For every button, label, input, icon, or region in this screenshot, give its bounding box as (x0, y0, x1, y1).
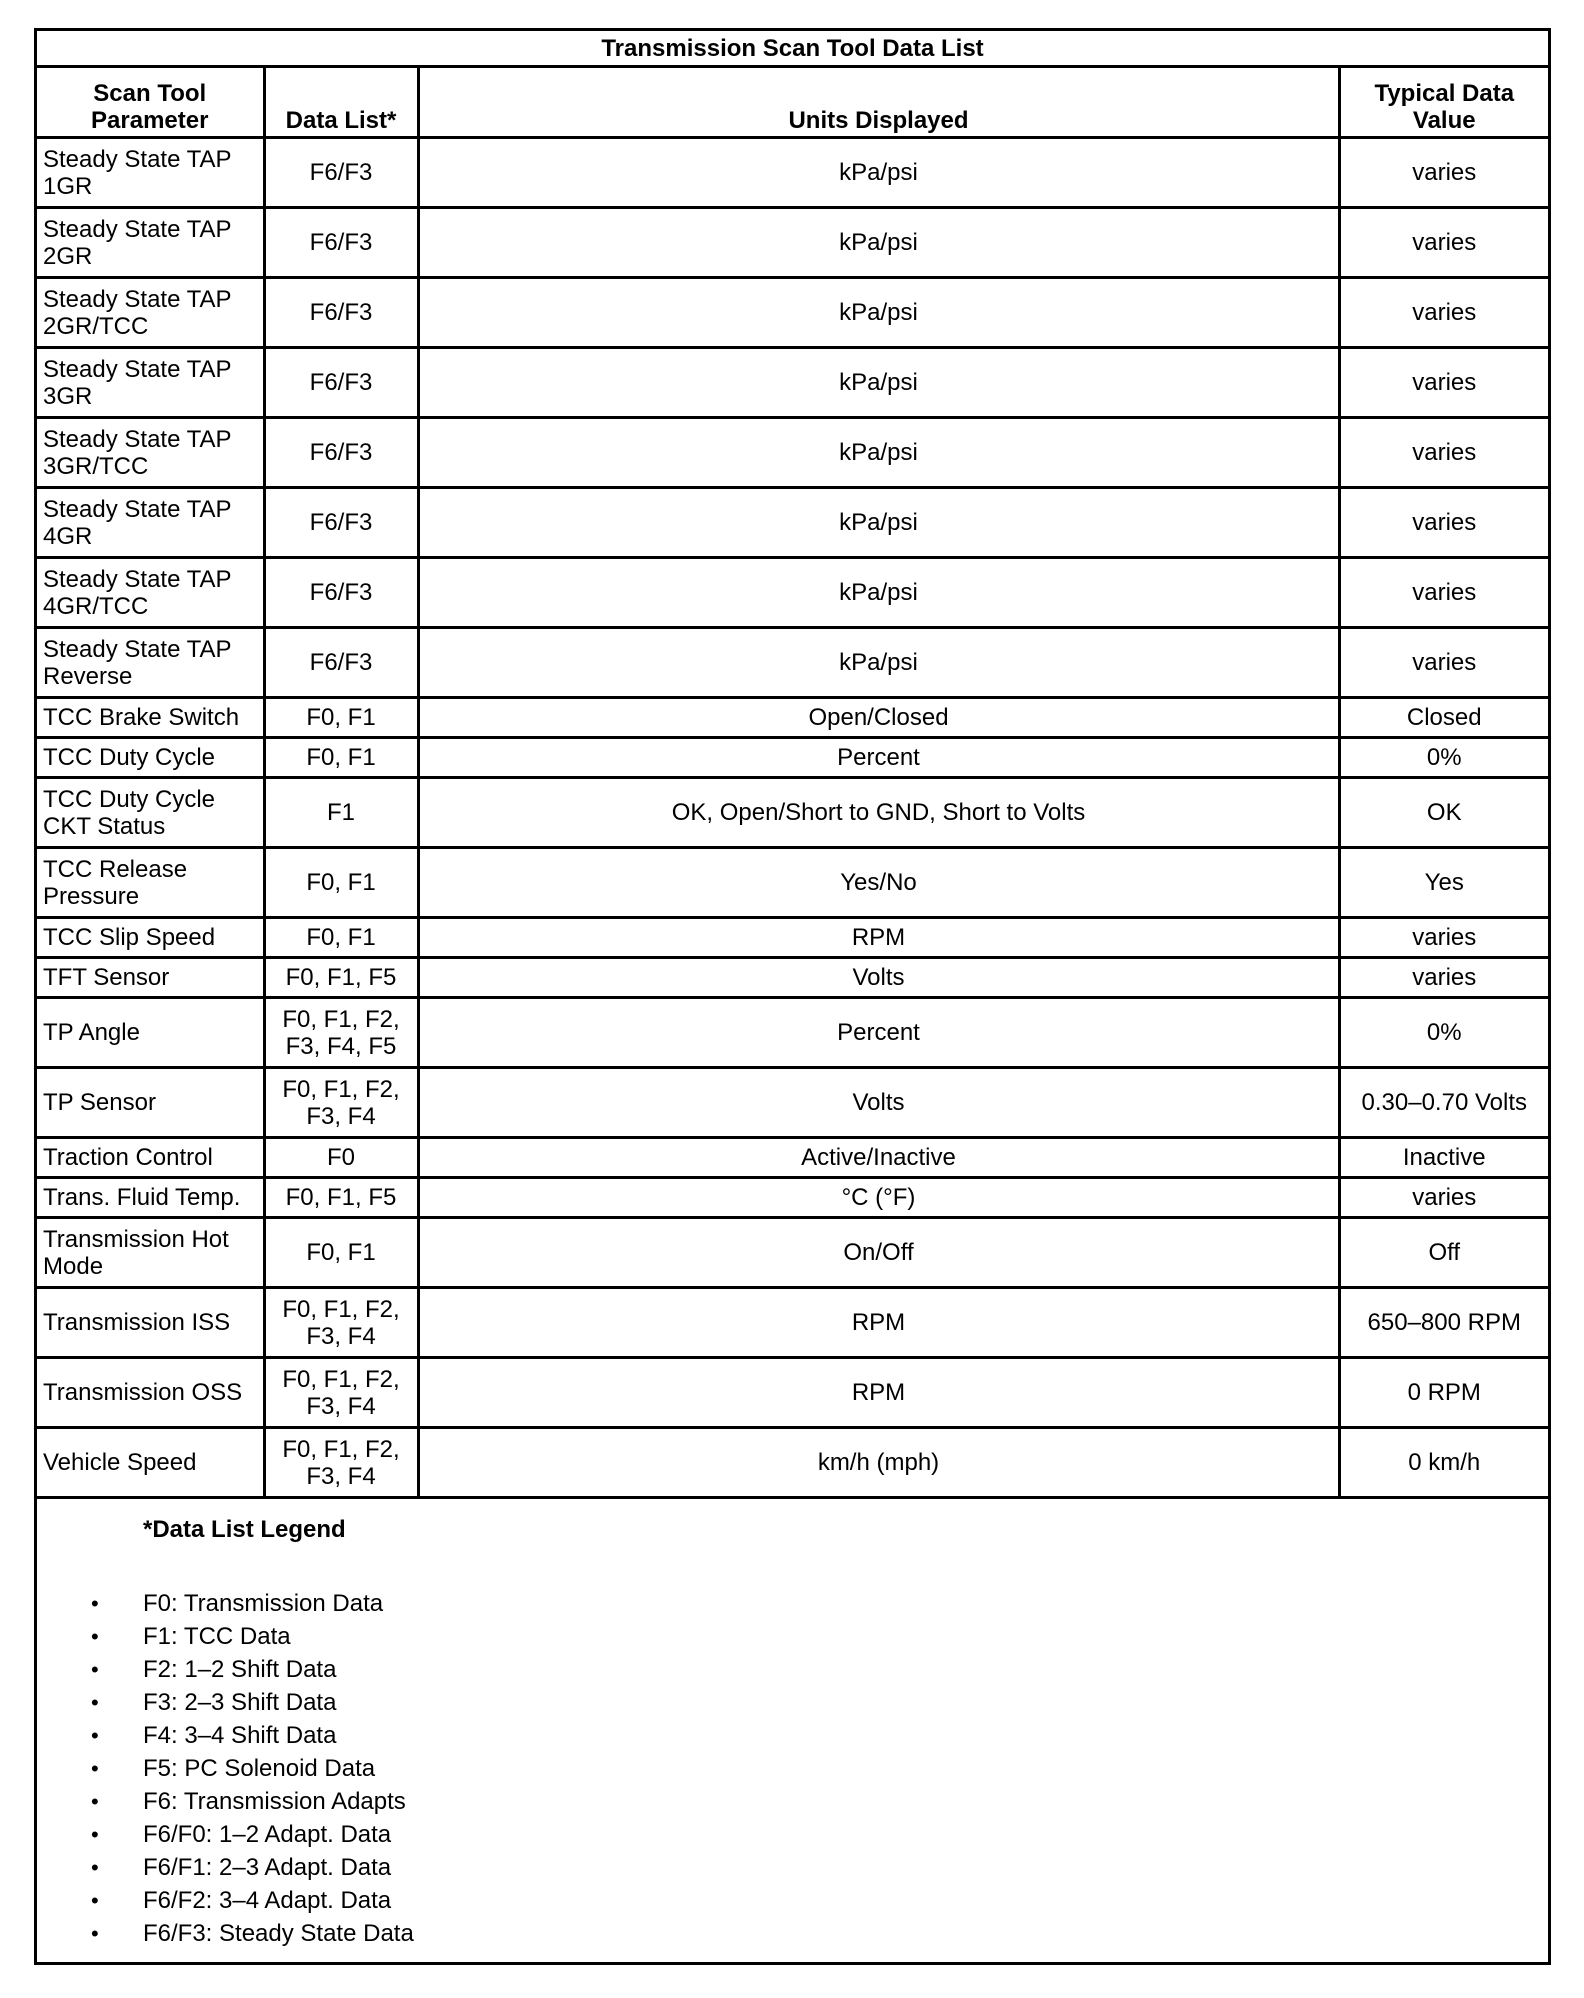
table-row (37, 778, 1548, 848)
data-list-legend (37, 1499, 1548, 1950)
legend-item-text: F5: PC Solenoid Data (143, 1755, 376, 1782)
units-cell: Volts (418, 958, 1339, 998)
document-page (34, 28, 1551, 1965)
legend-item (37, 1851, 1548, 1884)
legend-item (37, 1620, 1548, 1653)
legend-item (37, 1587, 1548, 1620)
parameter-cell: Traction Control (37, 1138, 264, 1178)
parameter-cell: TCC Slip Speed (37, 918, 264, 958)
table-row (37, 998, 1548, 1068)
typical-value-cell: varies (1339, 278, 1548, 348)
units-cell: kPa/psi (418, 418, 1339, 488)
table-row (37, 1138, 1548, 1178)
legend-item (37, 1785, 1548, 1818)
data-list-cell: F6/F3 (264, 138, 418, 208)
units-cell: kPa/psi (418, 138, 1339, 208)
parameter-cell: Steady State TAP 4GR/TCC (37, 558, 264, 628)
table-row (37, 1068, 1548, 1138)
typical-value-cell: varies (1339, 208, 1548, 278)
data-list-cell: F1 (264, 778, 418, 848)
units-cell: Percent (418, 738, 1339, 778)
typical-value-cell: varies (1339, 918, 1548, 958)
table-row (37, 138, 1548, 208)
header-scan-tool-parameter: Scan Tool Parameter (37, 67, 264, 138)
parameter-cell: Vehicle Speed (37, 1428, 264, 1498)
bullet-icon: • (91, 1789, 99, 1814)
data-list-cell: F6/F3 (264, 208, 418, 278)
typical-value-cell: 0.30–0.70 Volts (1339, 1068, 1548, 1138)
data-list-cell: F0, F1 (264, 918, 418, 958)
typical-value-cell: Yes (1339, 848, 1548, 918)
header-units-displayed: Units Displayed (418, 67, 1339, 138)
table-row (37, 958, 1548, 998)
table-row (37, 418, 1548, 488)
typical-value-cell: 0 RPM (1339, 1358, 1548, 1428)
typical-value-cell: varies (1339, 138, 1548, 208)
bullet-icon: • (91, 1888, 99, 1913)
data-list-cell: F0, F1 (264, 738, 418, 778)
parameter-cell: Steady State TAP Reverse (37, 628, 264, 698)
parameter-cell: TCC Release Pressure (37, 848, 264, 918)
data-list-cell: F0 (264, 1138, 418, 1178)
data-list-cell: F0, F1 (264, 1218, 418, 1288)
data-list-cell: F6/F3 (264, 488, 418, 558)
legend-item-text: F3: 2–3 Shift Data (143, 1689, 337, 1716)
data-list-cell: F0, F1, F2, F3, F4 (264, 1068, 418, 1138)
table-row (37, 738, 1548, 778)
scan-tool-data-table (37, 31, 1548, 1499)
data-list-cell: F0, F1, F2, F3, F4 (264, 1358, 418, 1428)
parameter-cell: Transmission ISS (37, 1288, 264, 1358)
typical-value-cell: Closed (1339, 698, 1548, 738)
table-row (37, 848, 1548, 918)
units-cell: Yes/No (418, 848, 1339, 918)
units-cell: kPa/psi (418, 208, 1339, 278)
units-cell: Active/Inactive (418, 1138, 1339, 1178)
legend-item (37, 1719, 1548, 1752)
legend-item (37, 1686, 1548, 1719)
units-cell: OK, Open/Short to GND, Short to Volts (418, 778, 1339, 848)
units-cell: kPa/psi (418, 348, 1339, 418)
parameter-cell: TP Angle (37, 998, 264, 1068)
parameter-cell: TCC Duty Cycle CKT Status (37, 778, 264, 848)
units-cell: Open/Closed (418, 698, 1339, 738)
data-list-cell: F0, F1, F5 (264, 958, 418, 998)
units-cell: kPa/psi (418, 628, 1339, 698)
legend-item-text: F4: 3–4 Shift Data (143, 1722, 337, 1749)
legend-item (37, 1917, 1548, 1950)
data-list-cell: F0, F1, F2, F3, F4 (264, 1428, 418, 1498)
table-row (37, 918, 1548, 958)
legend-item-text: F2: 1–2 Shift Data (143, 1656, 337, 1683)
table-row (37, 628, 1548, 698)
typical-value-cell: varies (1339, 418, 1548, 488)
bullet-icon: • (91, 1690, 99, 1715)
data-list-cell: F6/F3 (264, 278, 418, 348)
data-list-cell: F0, F1, F5 (264, 1178, 418, 1218)
data-list-cell: F6/F3 (264, 628, 418, 698)
table-row (37, 278, 1548, 348)
bullet-icon: • (91, 1723, 99, 1748)
header-data-list: Data List* (264, 67, 418, 138)
typical-value-cell: OK (1339, 778, 1548, 848)
legend-list (37, 1587, 1548, 1950)
legend-item (37, 1884, 1548, 1917)
units-cell: kPa/psi (418, 488, 1339, 558)
parameter-cell: Transmission OSS (37, 1358, 264, 1428)
data-list-cell: F6/F3 (264, 558, 418, 628)
legend-item (37, 1752, 1548, 1785)
table-body (37, 138, 1548, 1498)
legend-item-text: F6/F3: Steady State Data (143, 1920, 414, 1947)
units-cell: RPM (418, 1288, 1339, 1358)
table-row (37, 208, 1548, 278)
legend-item-text: F6: Transmission Adapts (143, 1788, 406, 1815)
table-row (37, 558, 1548, 628)
data-list-cell: F0, F1 (264, 698, 418, 738)
bullet-icon: • (91, 1657, 99, 1682)
typical-value-cell: varies (1339, 558, 1548, 628)
data-list-cell: F6/F3 (264, 348, 418, 418)
typical-value-cell: varies (1339, 628, 1548, 698)
typical-value-cell: varies (1339, 488, 1548, 558)
units-cell: Percent (418, 998, 1339, 1068)
data-list-cell: F0, F1 (264, 848, 418, 918)
bullet-icon: • (91, 1822, 99, 1847)
units-cell: °C (°F) (418, 1178, 1339, 1218)
typical-value-cell: 650–800 RPM (1339, 1288, 1548, 1358)
table-row (37, 1288, 1548, 1358)
typical-value-cell: 0% (1339, 998, 1548, 1068)
parameter-cell: Steady State TAP 2GR/TCC (37, 278, 264, 348)
typical-value-cell: Inactive (1339, 1138, 1548, 1178)
parameter-cell: Steady State TAP 3GR (37, 348, 264, 418)
units-cell: km/h (mph) (418, 1428, 1339, 1498)
parameter-cell: TCC Brake Switch (37, 698, 264, 738)
bullet-icon: • (91, 1921, 99, 1946)
data-list-cell: F0, F1, F2, F3, F4 (264, 1288, 418, 1358)
table-row (37, 1428, 1548, 1498)
data-list-cell: F6/F3 (264, 418, 418, 488)
legend-item (37, 1653, 1548, 1686)
units-cell: RPM (418, 1358, 1339, 1428)
parameter-cell: Steady State TAP 3GR/TCC (37, 418, 264, 488)
legend-item (37, 1818, 1548, 1851)
parameter-cell: TFT Sensor (37, 958, 264, 998)
units-cell: RPM (418, 918, 1339, 958)
bullet-icon: • (91, 1591, 99, 1616)
legend-title: *Data List Legend (143, 1516, 346, 1543)
data-list-cell: F0, F1, F2, F3, F4, F5 (264, 998, 418, 1068)
legend-item-text: F0: Transmission Data (143, 1590, 384, 1617)
table-row (37, 348, 1548, 418)
table-row (37, 1358, 1548, 1428)
typical-value-cell: varies (1339, 348, 1548, 418)
legend-item-text: F6/F1: 2–3 Adapt. Data (143, 1854, 392, 1881)
legend-item-text: F6/F2: 3–4 Adapt. Data (143, 1887, 392, 1914)
header-row (37, 67, 1548, 138)
units-cell: On/Off (418, 1218, 1339, 1288)
parameter-cell: Steady State TAP 2GR (37, 208, 264, 278)
parameter-cell: Trans. Fluid Temp. (37, 1178, 264, 1218)
bullet-icon: • (91, 1855, 99, 1880)
table-row (37, 1178, 1548, 1218)
units-cell: kPa/psi (418, 278, 1339, 348)
bullet-icon: • (91, 1756, 99, 1781)
table-title: Transmission Scan Tool Data List (37, 31, 1548, 67)
typical-value-cell: varies (1339, 958, 1548, 998)
legend-item-text: F1: TCC Data (143, 1623, 291, 1650)
parameter-cell: Steady State TAP 1GR (37, 138, 264, 208)
typical-value-cell: 0 km/h (1339, 1428, 1548, 1498)
units-cell: kPa/psi (418, 558, 1339, 628)
header-typical-data-value: Typical Data Value (1339, 67, 1548, 138)
units-cell: Volts (418, 1068, 1339, 1138)
table-row (37, 698, 1548, 738)
parameter-cell: Transmission Hot Mode (37, 1218, 264, 1288)
bullet-icon: • (91, 1624, 99, 1649)
table-row (37, 488, 1548, 558)
typical-value-cell: Off (1339, 1218, 1548, 1288)
parameter-cell: Steady State TAP 4GR (37, 488, 264, 558)
typical-value-cell: varies (1339, 1178, 1548, 1218)
parameter-cell: TP Sensor (37, 1068, 264, 1138)
table-row (37, 1218, 1548, 1288)
parameter-cell: TCC Duty Cycle (37, 738, 264, 778)
typical-value-cell: 0% (1339, 738, 1548, 778)
legend-item-text: F6/F0: 1–2 Adapt. Data (143, 1821, 392, 1848)
